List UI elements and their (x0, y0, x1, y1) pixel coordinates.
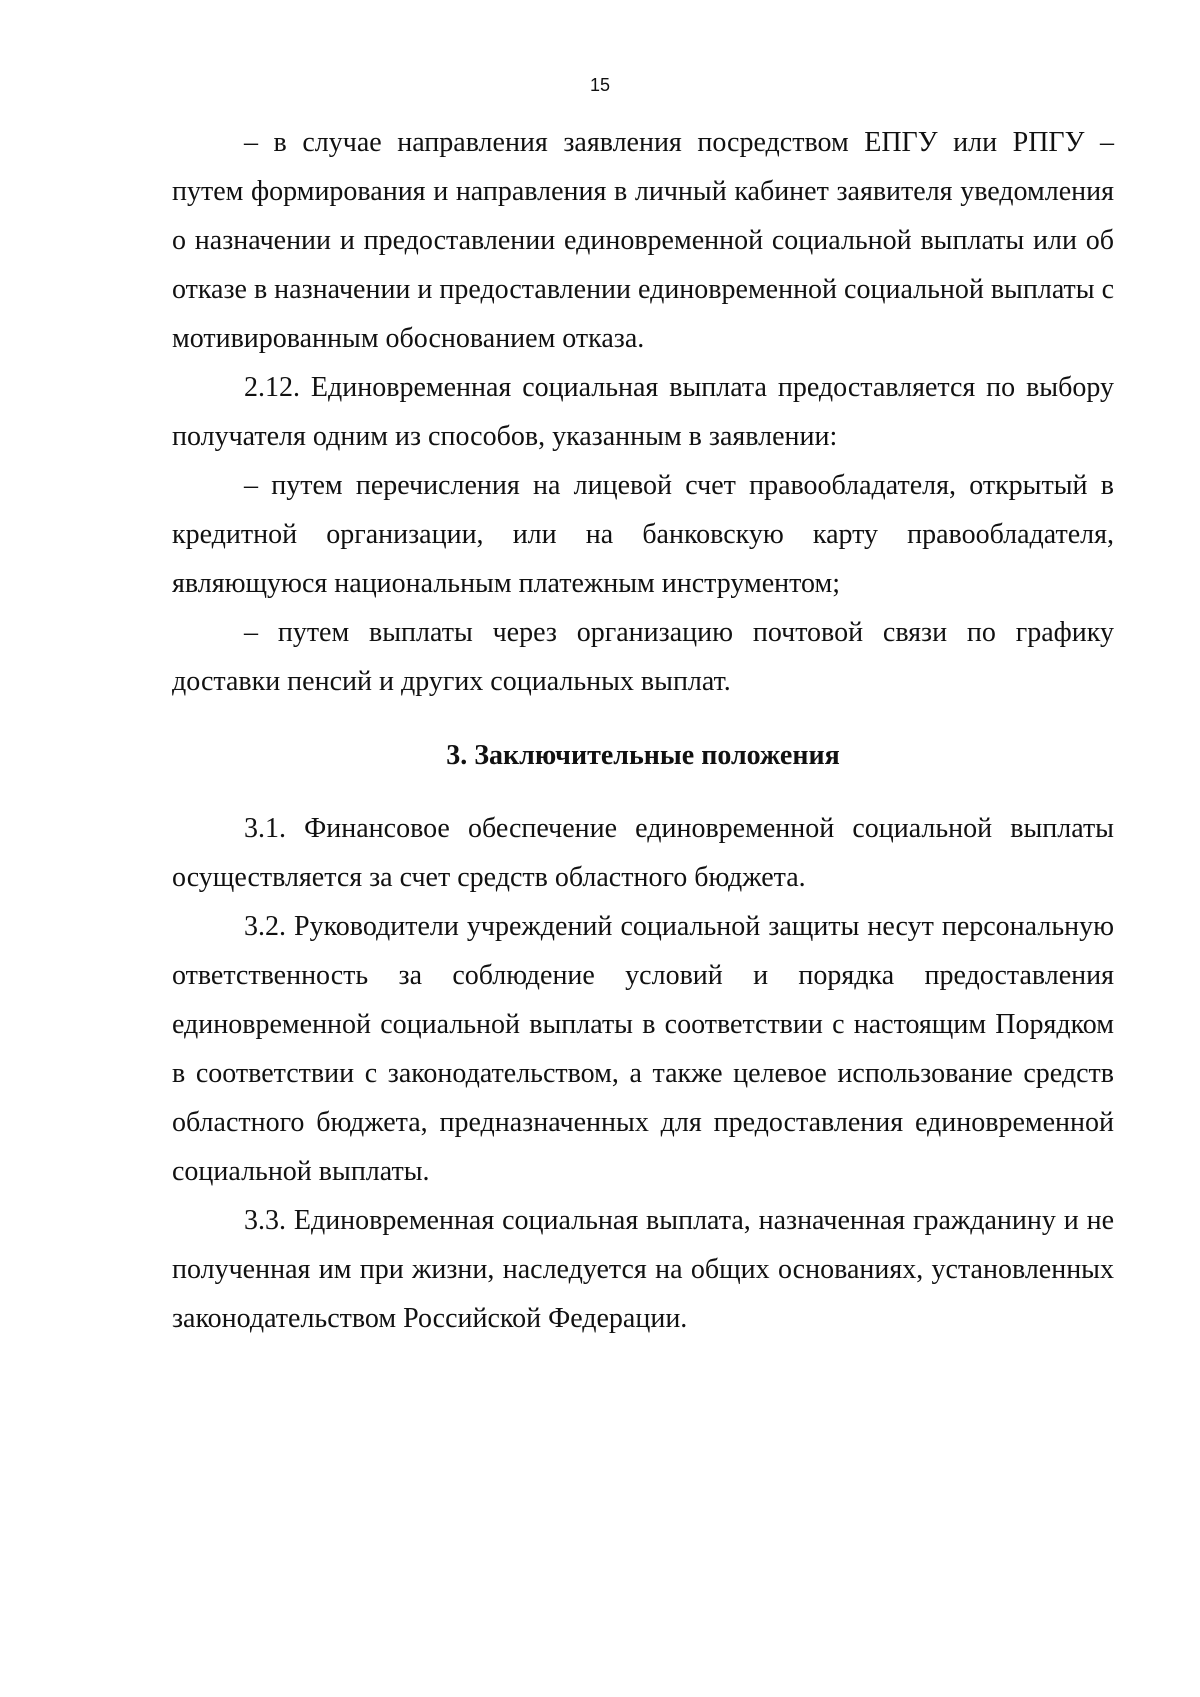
section-heading: 3. Заключительные положения (446, 740, 840, 771)
page-number: 15 (589, 75, 611, 95)
document-body (172, 118, 1114, 1343)
paragraph-bank-transfer: – путем перечисления на лицевой счет правообладателя, открытый в кредитной организации, или на банковскую карту правообладателя, являющуюся национальным платежным инструментом; (172, 470, 1114, 599)
paragraph-epgu-notification: – в случае направления заявления посредством ЕПГУ или РПГУ – путем формирования и направления в личный кабинет заявителя уведомления о назначении и предоставлении единовременной социальной выплаты или об отказе в назначении и предоставлении единовременной социальной выплаты с мотивированным обоснованием отказа. (172, 127, 1114, 354)
paragraph-3-1: 3.1. Финансовое обеспечение единовременной социальной выплаты осуществляется за счет средств областного бюджета. (172, 813, 1114, 893)
paragraph-3-3: 3.3. Единовременная социальная выплата, назначенная гражданину и не полученная им при жизни, наследуется на общих основаниях, установленных законодательством Российской Федерации. (172, 1205, 1114, 1334)
paragraph-2-12: 2.12. Единовременная социальная выплата предоставляется по выбору получателя одним из способов, указанным в заявлении: (172, 372, 1114, 452)
paragraph-3-2: 3.2. Руководители учреждений социальной защиты несут персональную ответственность за соблюдение условий и порядка предоставления единовременной социальной выплаты в соответствии с настоящим Порядком в соответствии с законодательством, а также целевое использование средств областного бюджета, предназначенных для предоставления единовременной социальной выплаты. (172, 911, 1114, 1187)
paragraph-postal-payment: – путем выплаты через организацию почтовой связи по графику доставки пенсий и других социальных выплат. (172, 617, 1114, 697)
